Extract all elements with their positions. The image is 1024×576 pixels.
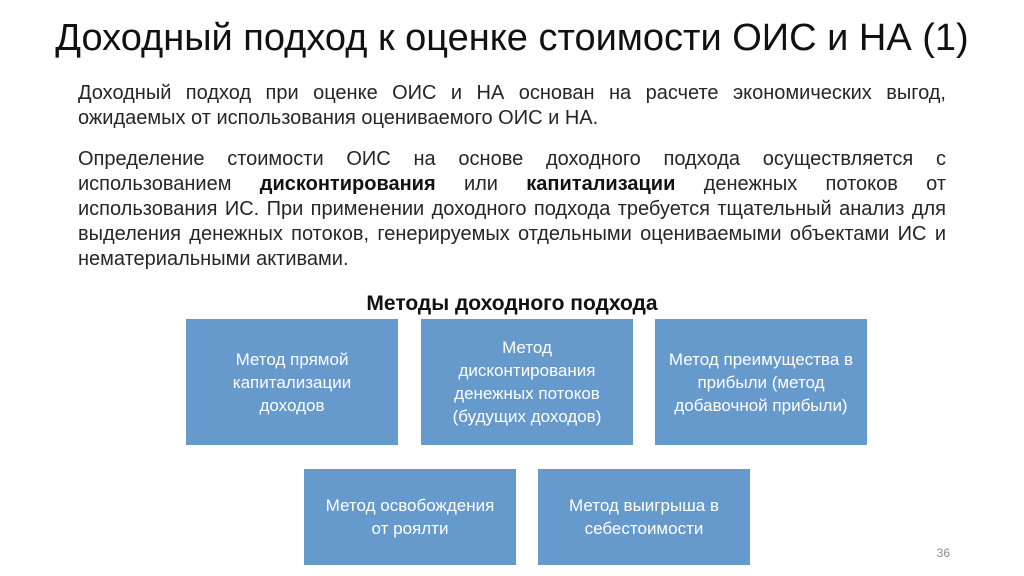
intro-paragraph: Доходный подход при оценке ОИС и НА основан на расчете экономических выгод, ожидаемых от использования оцениваемого ОИС и НА. xyxy=(78,82,946,129)
definition-text-part: или xyxy=(435,173,527,195)
method-box-discounted-cash-flow xyxy=(421,319,633,445)
definition-paragraph xyxy=(78,147,946,272)
definition-text-part: Определение стоимости ОИС на основе доходного подхода осуществляется с использованием xyxy=(78,148,946,195)
discounting-term: дисконтирования xyxy=(259,173,436,195)
definition-text-part: денежных потоков от использования ИС. При применении доходного подхода требуется тщательный анализ для выделения денежных потоков, генерируемых отдельными оцениваемыми объектами ИС и нематериальными активами. xyxy=(78,173,946,270)
method-box-direct-capitalization xyxy=(186,319,398,445)
method-label: Метод дисконтирования денежных потоков (будущих доходов) xyxy=(452,338,602,426)
slide-title: Доходный подход к оценке стоимости ОИС и НА (1) xyxy=(55,17,969,59)
method-box-excess-profit xyxy=(655,319,867,445)
methods-heading: Методы доходного подхода xyxy=(366,292,658,315)
method-label: Метод выигрыша в себестоимости xyxy=(568,496,720,538)
method-label: Метод освобождения от роялти xyxy=(325,496,495,538)
method-box-relief-from-royalty xyxy=(304,469,516,565)
method-label: Метод прямой капитализации доходов xyxy=(232,349,352,415)
capitalization-term: капитализации xyxy=(526,173,676,195)
page-number: 36 xyxy=(936,546,950,560)
method-label: Метод преимущества в прибыли (метод добавочной прибыли) xyxy=(668,349,854,415)
method-box-cost-savings xyxy=(538,469,750,565)
